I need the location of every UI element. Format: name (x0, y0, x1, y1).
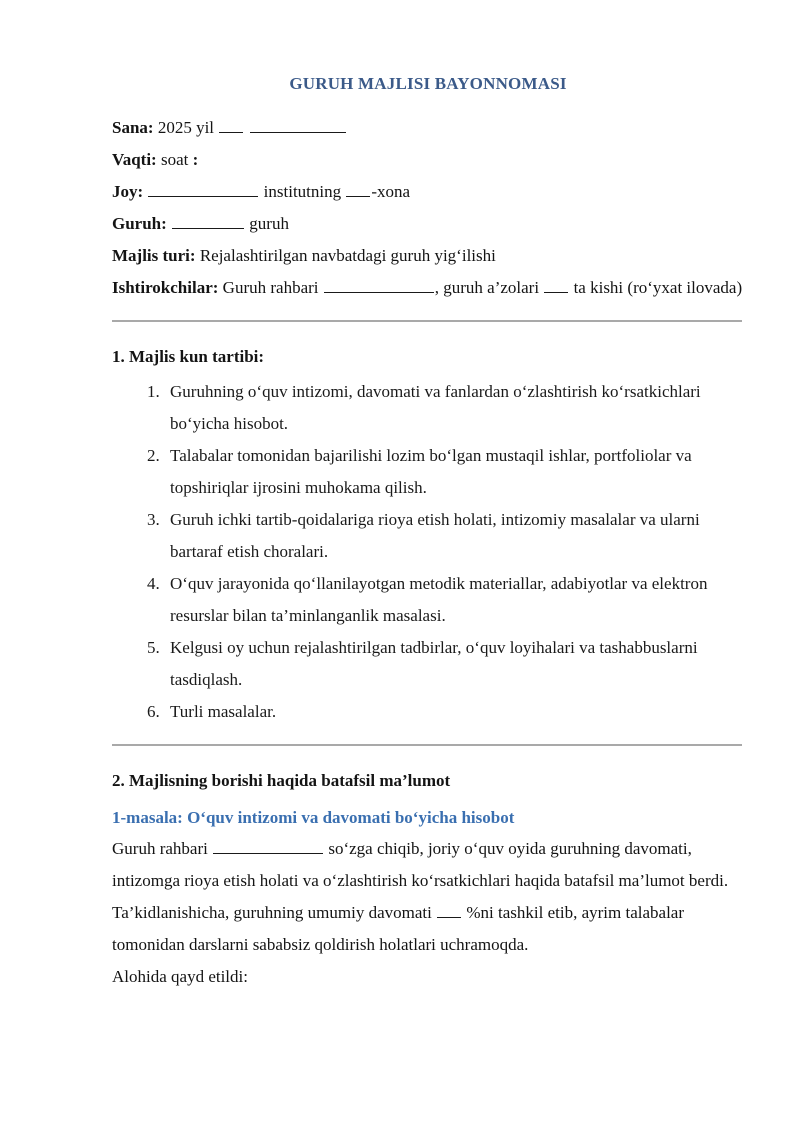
meta-blank-joy-room[interactable] (346, 179, 370, 197)
paragraph-text-part2: so‘zga chiqib, joriy o‘quv oyida guruhning davomati, intizomga rioya etish holati va o‘zlashtirish ko‘rsatkichlari haqida batafsil ma’lumot berdi. Ta’kidlanishicha, guruhning umumiy davomati (112, 838, 729, 922)
list-item: 2. Talabalar tomonidan bajarilishi lozim bo‘lgan mustaqil ishlar, portfoliolar va topshiriqlar ijrosini muhokama qilish. (164, 440, 744, 504)
agenda-list (112, 376, 744, 728)
meta-value-joy-xona: -xona (371, 182, 411, 202)
meta-value-majlis-turi: Rejalashtirilgan navbatdagi guruh yig‘ilishi (199, 246, 496, 266)
meta-row-guruh (112, 208, 744, 240)
meta-row-ishtirokchilar (112, 272, 744, 304)
meta-value-ishtirokchilar-mid: , guruh a’zolari (434, 278, 540, 298)
meta-blank-sana-month[interactable] (250, 115, 346, 133)
meta-label-joy: Joy: (112, 182, 144, 202)
meta-blank-guruh[interactable] (172, 211, 244, 229)
meta-value-guruh: guruh (249, 214, 289, 234)
section-divider-top (112, 320, 742, 322)
paragraph-masala-1 (112, 833, 744, 961)
meta-row-vaqti (112, 144, 744, 176)
meta-blank-sana-day[interactable] (219, 115, 243, 133)
subheading-masala-1: 1-masala: O‘quv intizomi va davomati bo‘yicha hisobot (112, 807, 515, 827)
meta-row-sana (112, 112, 744, 144)
meta-row-joy (112, 176, 744, 208)
list-item: 6. Turli masalalar. (164, 696, 744, 728)
meta-vaqti-colon: : (192, 150, 199, 170)
meta-row-majlis-turi (112, 240, 744, 272)
meta-value-joy-institutning: institutning (263, 182, 342, 202)
meta-label-ishtirokchilar: Ishtirokchilar: (112, 278, 219, 298)
meta-value-ishtirokchilar-rahbari: Guruh rahbari (222, 278, 319, 298)
meta-blank-ishtirokchilar-count[interactable] (544, 275, 568, 293)
section-heading-details: 2. Majlisning borishi haqida batafsil ma’lumot (112, 771, 451, 791)
meta-label-guruh: Guruh: (112, 214, 167, 234)
section-heading-agenda: 1. Majlis kun tartibi: (112, 347, 265, 367)
meta-value-ishtirokchilar-tail: ta kishi (ro‘yxat ilovada) (573, 278, 743, 298)
list-item: 5. Kelgusi oy uchun rejalashtirilgan tadbirlar, o‘quv loyihalari va tashabbuslarni tasdiqlash. (164, 632, 744, 696)
paragraph-text-part3: %ni tashkil etib, ayrim talabalar tomonidan darslarni sababsiz qoldirish holatlari uchramoqda. (112, 902, 684, 954)
meta-value-sana-year: 2025 yil (157, 118, 215, 138)
meta-blank-joy-institute[interactable] (148, 179, 258, 197)
meta-label-majlis-turi: Majlis turi: (112, 246, 196, 266)
paragraph-text-part1: Guruh rahbari (112, 838, 208, 858)
meta-value-vaqti: soat (160, 150, 189, 170)
meta-label-sana: Sana: (112, 118, 154, 138)
meta-label-vaqti: Vaqti: (112, 150, 157, 170)
page-title: GURUH MAJLISI BAYONNOMASI (289, 74, 567, 93)
paragraph-blank-percent[interactable] (437, 900, 461, 918)
paragraph-closing: Alohida qayd etildi: (112, 966, 248, 986)
list-item: 1. Guruhning o‘quv intizomi, davomati va fanlardan o‘zlashtirish ko‘rsatkichlari bo‘yicha hisobot. (164, 376, 744, 440)
paragraph-blank-rahbari[interactable] (213, 836, 323, 854)
list-item: 3. Guruh ichki tartib-qoidalariga rioya etish holati, intizomiy masalalar va ularni bartaraf etish choralari. (164, 504, 744, 568)
section-divider-bottom (112, 744, 742, 746)
document-content (112, 0, 744, 993)
list-item: 4. O‘quv jarayonida qo‘llanilayotgan metodik materiallar, adabiyotlar va elektron resurslar bilan ta’minlanganlik masalasi. (164, 568, 744, 632)
meta-blank-ishtirokchilar-rahbari[interactable] (324, 275, 434, 293)
